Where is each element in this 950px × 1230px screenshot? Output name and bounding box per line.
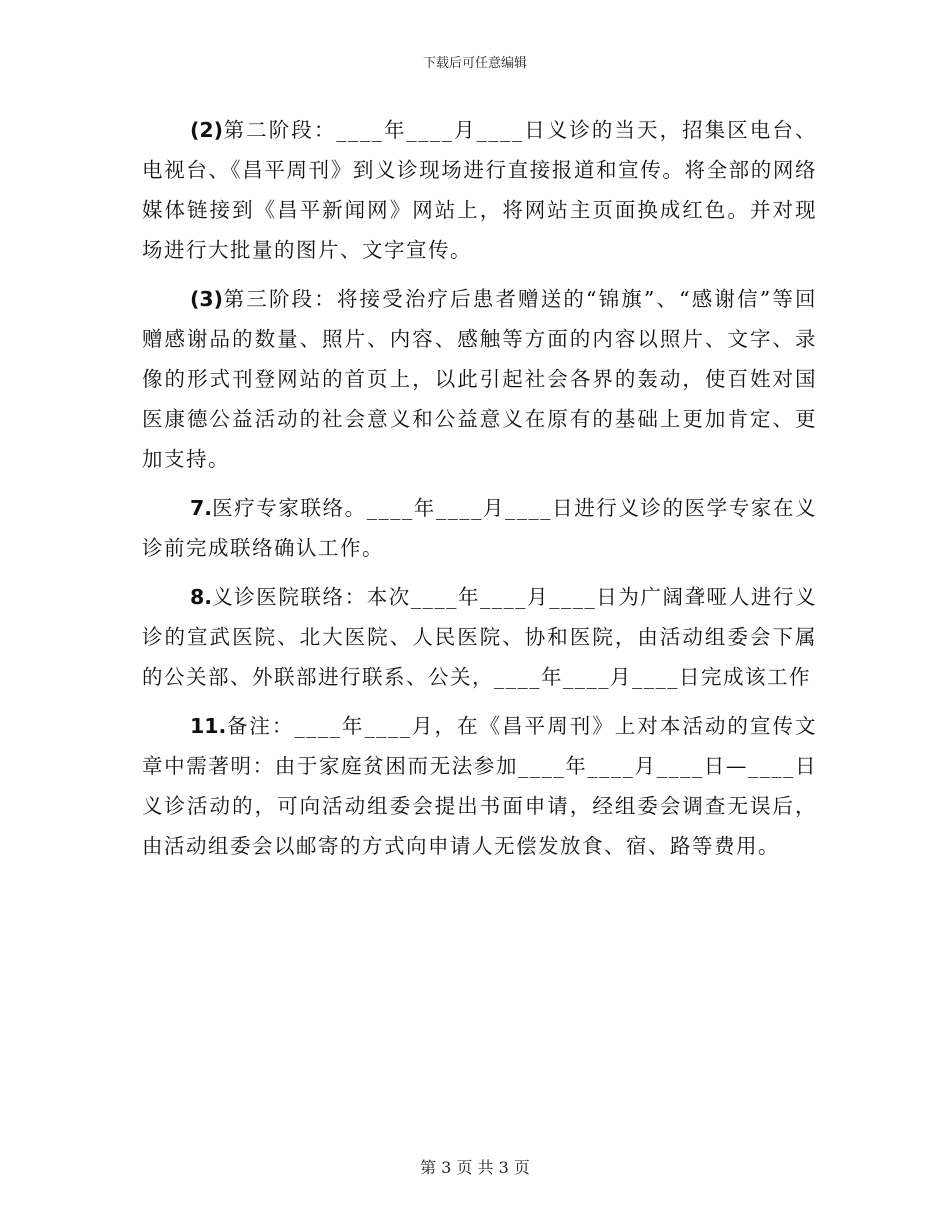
paragraph-number: 7. [190,496,213,520]
paragraph-number: 8. [190,585,213,609]
page-footer: 第 3 页 共 3 页 [420,1158,530,1177]
paragraph-text: 第三阶段：将接受治疗后患者赠送的“锦旗”、“感谢信”等回赠感谢品的数量、照片、内容、感触等方面的内容以照片、文字、录像的形式刊登网站的首页上，以此引起社会各界的轰动，使百姓对国医康德公益活动的社会意义和公益意义在原有的基础上更加肯定、更加支持。 [142,287,817,471]
paragraph-text: 义诊医院联络：本次____年____月____日为广阔聋哑人进行义诊的宣武医院、北大医院、人民医院、协和医院，由活动组委会下属的公关部、外联部进行联系、公关，____年____月____日完成该工作 [142,585,817,689]
paragraph-text: 医疗专家联络。____年____月____日进行义诊的医学专家在义诊前完成联络确认工作。 [142,496,817,560]
document-body [142,110,817,875]
paragraph-number: 11. [190,714,227,738]
paragraph-stage-2 [142,110,817,270]
paragraph-number: (3) [190,287,224,311]
paragraph-expert-contact [142,488,817,568]
paragraph-text: 备注：____年____月，在《昌平周刊》上对本活动的宣传文章中需著明：由于家庭贫困而无法参加____年____月____日—____日义诊活动的，可向活动组委会提出书面申请，经组委会调查无误后，由活动组委会以邮寄的方式向申请人无偿发放食、宿、路等费用。 [142,714,817,858]
paragraph-text: 第二阶段：____年____月____日义诊的当天，招集区电台、电视台、《昌平周刊》到义诊现场进行直接报道和宣传。将全部的网络媒体链接到《昌平新闻网》网站上，将网站主页面换成红色。并对现场进行大批量的图片、文字宣传。 [142,118,817,262]
paragraph-remarks [142,706,817,866]
paragraph-number: (2) [190,118,224,142]
page-header: 下载后可任意编辑 [422,56,527,71]
paragraph-stage-3 [142,279,817,479]
paragraph-hospital-contact [142,577,817,697]
